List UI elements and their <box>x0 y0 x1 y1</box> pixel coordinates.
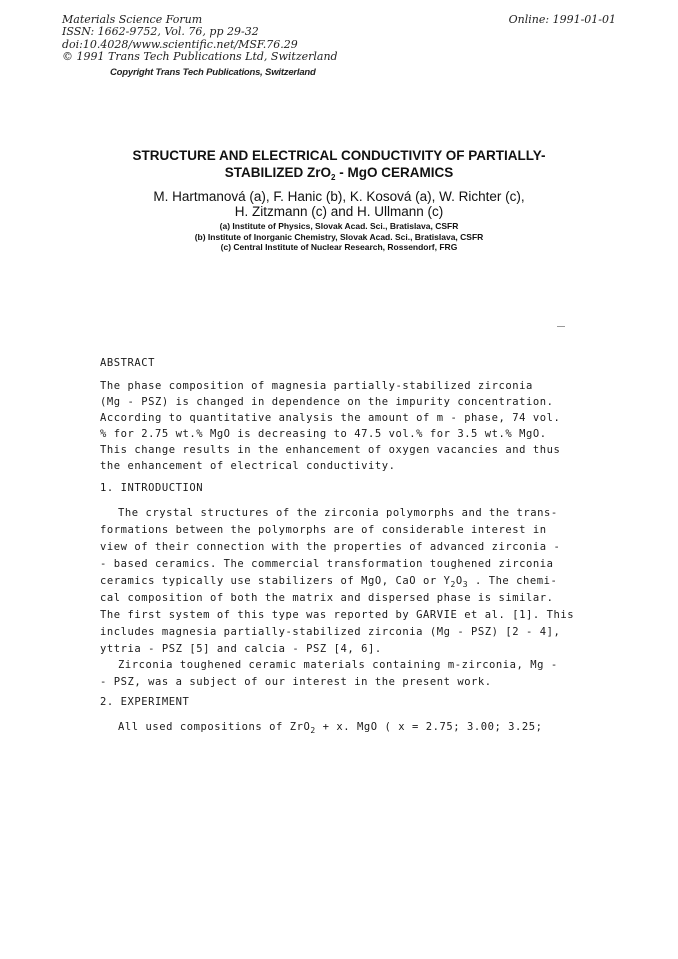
scan-mark <box>557 326 565 327</box>
authors-line-2: H. Zitzmann (c) and H. Ullmann (c) <box>234 203 444 219</box>
title-line-1: STRUCTURE AND ELECTRICAL CONDUCTIVITY OF PARTIALLY- <box>132 148 546 163</box>
abstract-line: The phase composition of magnesia partially-stabilized zirconia <box>100 380 533 392</box>
copyright-line: © 1991 Trans Tech Publications Ltd, Switzerland <box>62 50 338 64</box>
abstract-heading: ABSTRACT <box>100 357 155 369</box>
online-date: Online: 1991-01-01 <box>508 13 616 26</box>
abstract-line: According to quantitative analysis the amount of m - phase, 74 vol. <box>100 412 561 424</box>
abstract-line: (Mg - PSZ) is changed in dependence on the impurity concentration. <box>100 396 554 408</box>
intro-line: - PSZ, was a subject of our interest in the present work. <box>100 676 492 688</box>
publisher-copyright: Copyright Trans Tech Publications, Switzerland <box>110 67 316 78</box>
intro-line: cal composition of both the matrix and dispersed phase is similar. <box>100 592 554 604</box>
intro-line: formations between the polymorphs are of considerable interest in <box>100 524 547 536</box>
intro-line: ceramics typically use stabilizers of MgO, CaO or $Y_2O_3$ . The chemi- <box>100 575 558 589</box>
intro-line: yttria - PSZ [5] and calcia - PSZ [4, 6]. <box>100 643 382 655</box>
author-list <box>60 190 618 219</box>
affiliation-a: (a) Institute of Physics, Slovak Acad. Sci., Bratislava, CSFR <box>219 221 459 231</box>
doi-line: doi:10.4028/www.scientific.net/MSF.76.29 <box>62 37 298 51</box>
intro-line: view of their connection with the properties of advanced zirconia - <box>100 541 561 553</box>
intro-line: Zirconia toughened ceramic materials containing m-zirconia, Mg - <box>118 659 558 671</box>
title-line-2: STABILIZED ZrO$_2$ - MgO CERAMICS <box>224 164 454 182</box>
affiliation-b: (b) Institute of Inorganic Chemistry, Slovak Acad. Sci., Bratislava, CSFR <box>194 231 484 242</box>
journal-name: Materials Science Forum <box>62 13 203 26</box>
authors-line-1: M. Hartmanová (a), F. Hanic (b), K. Kosová (a), W. Richter (c), <box>153 189 525 204</box>
abstract-line: % for 2.75 wt.% MgO is decreasing to 47.5 vol.% for 3.5 wt.% MgO. <box>100 428 547 440</box>
intro-line: The crystal structures of the zirconia polymorphs and the trans- <box>118 507 558 519</box>
intro-line: includes magnesia partially-stabilized zirconia (Mg - PSZ) [2 - 4], <box>100 626 561 638</box>
intro-line: - based ceramics. The commercial transformation toughened zirconia <box>100 558 554 570</box>
intro-line: The first system of this type was reported by GARVIE et al. [1]. This <box>100 609 575 621</box>
experiment-heading: 2. EXPERIMENT <box>100 696 190 708</box>
affiliations <box>60 221 618 253</box>
paper-title <box>60 148 618 181</box>
abstract-line: This change results in the enhancement of oxygen vacancies and thus <box>100 444 561 456</box>
abstract-line: the enhancement of electrical conductivity. <box>100 460 396 472</box>
issn-line: ISSN: 1662-9752, Vol. 76, pp 29-32 <box>62 25 259 39</box>
affiliation-c: (c) Central Institute of Nuclear Research, Rossendorf, FRG <box>220 242 458 252</box>
experiment-line: All used compositions of ZrO$_2$ + x. MgO ( x = 2.75; 3.00; 3.25; <box>118 721 543 735</box>
journal-header <box>62 14 402 64</box>
introduction-heading: 1. INTRODUCTION <box>100 482 204 494</box>
